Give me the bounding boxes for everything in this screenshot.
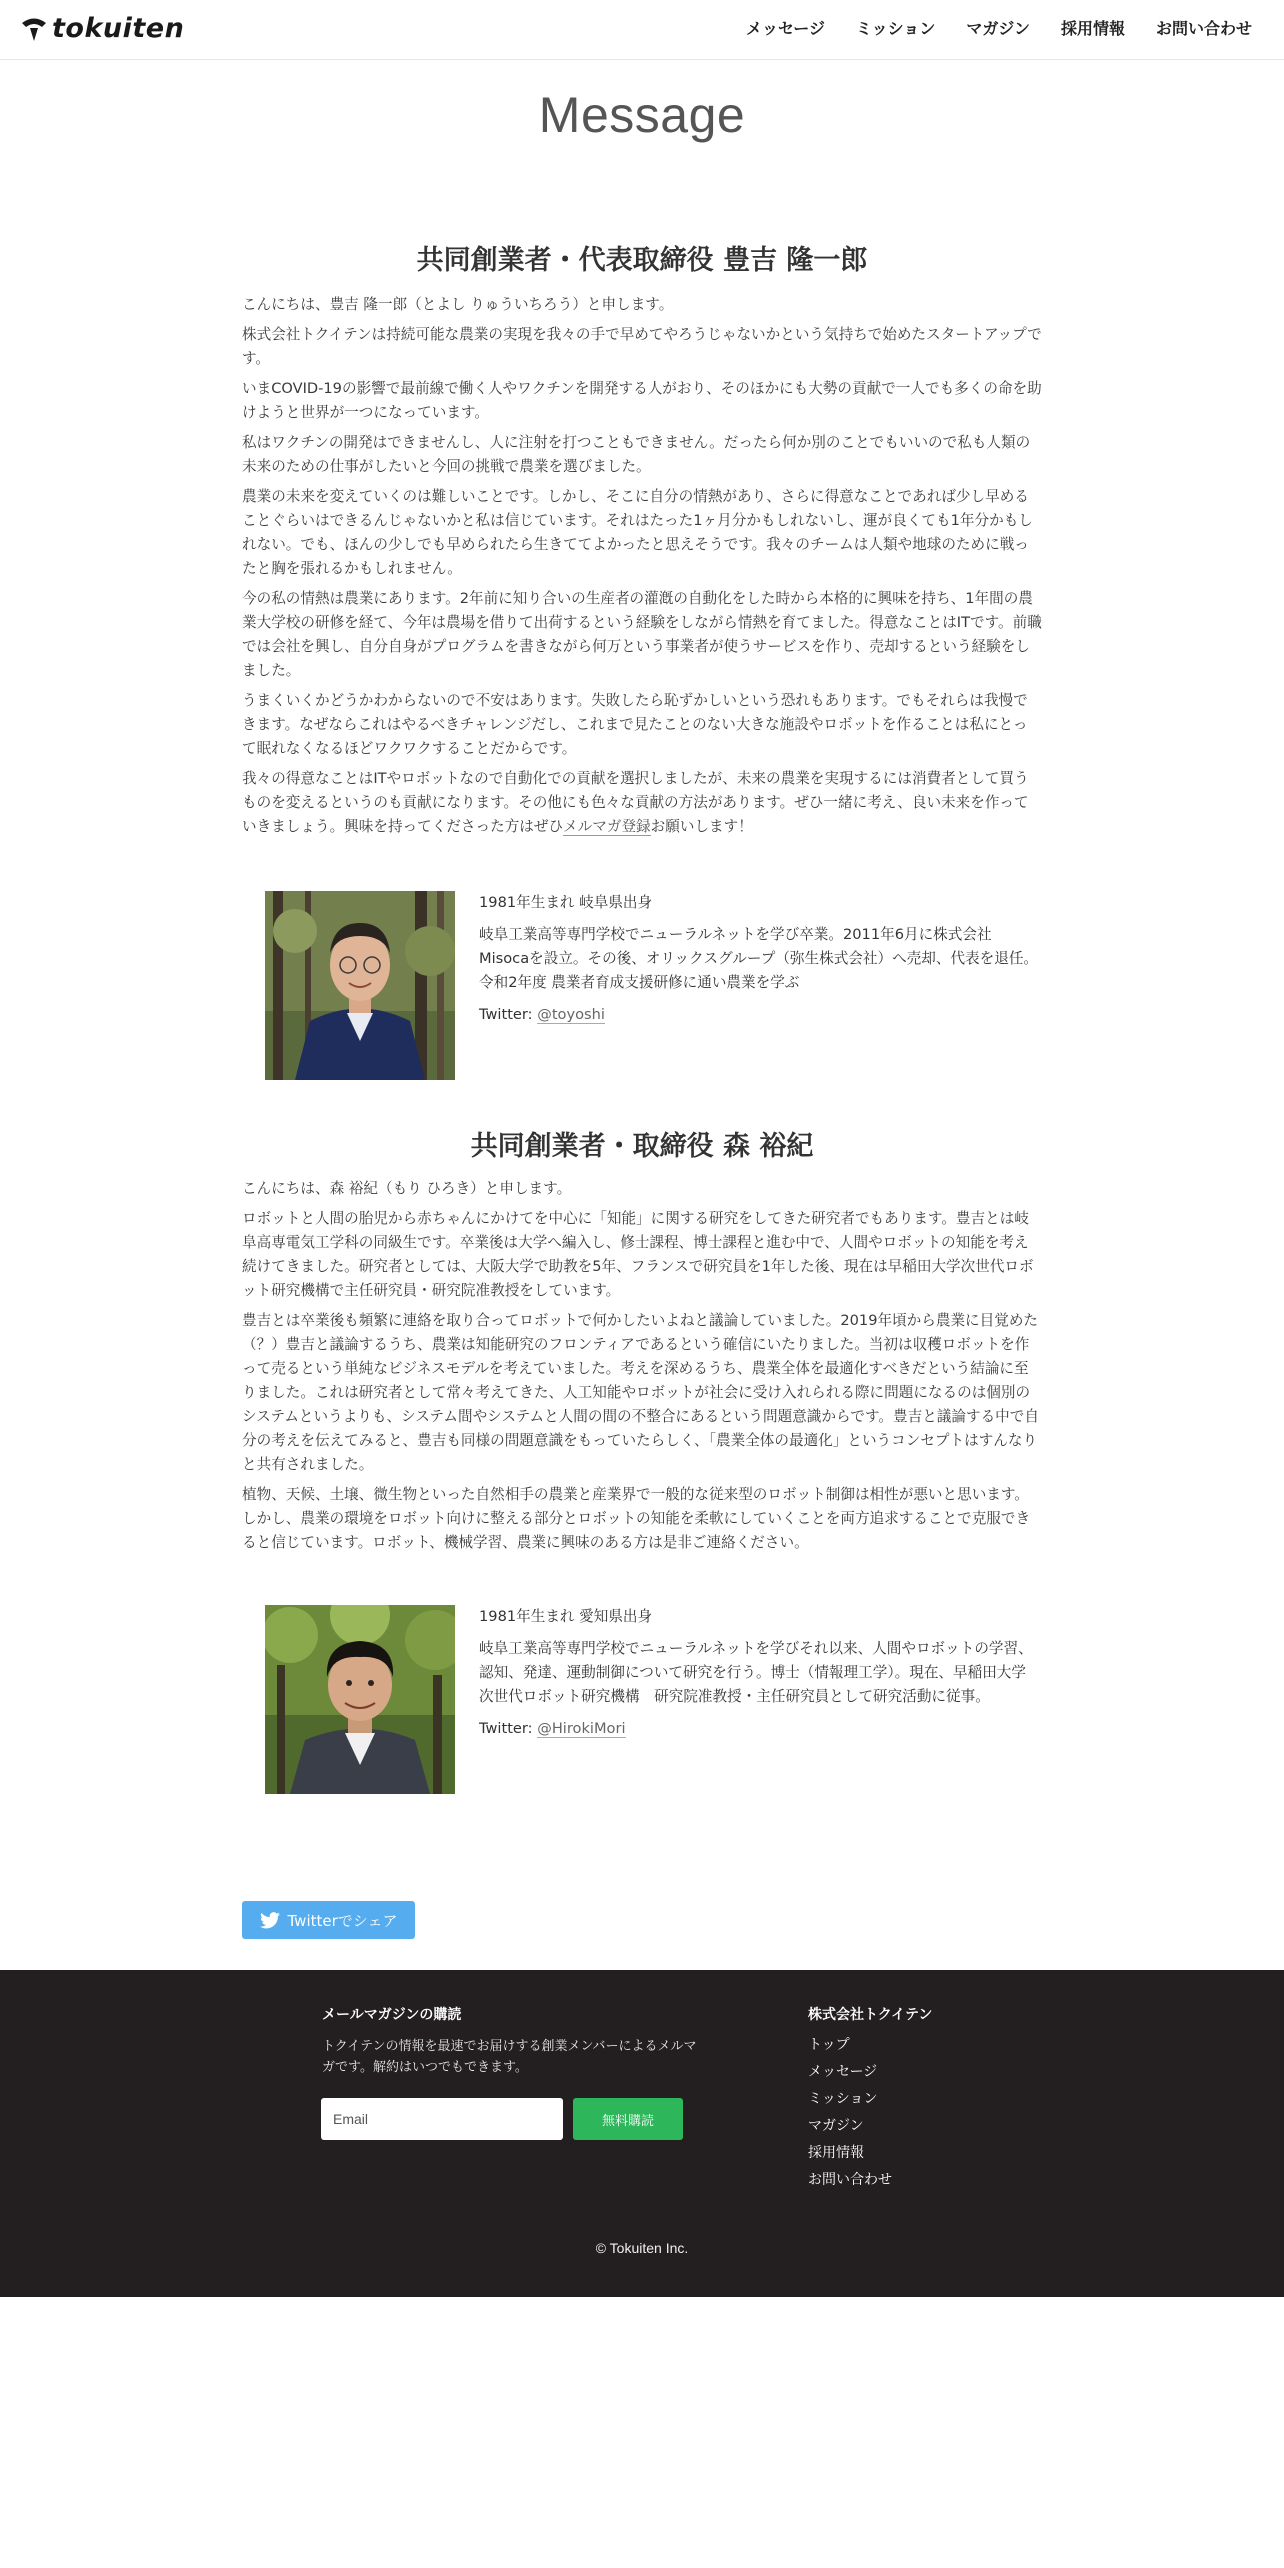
top-navbar	[0, 0, 1284, 60]
cofounder-message-section	[242, 1124, 1042, 1561]
twitter-handle-link[interactable]: @HirokiMori	[537, 1720, 626, 1737]
newsletter-form	[321, 2098, 683, 2140]
logo-text: tokuiten	[52, 13, 185, 44]
ceo-profile-info	[479, 891, 1039, 1027]
paragraph: こんにちは、豊吉 隆一郎（とよし りゅういちろう）と申します。	[242, 296, 674, 313]
newsletter-description: トクイテンの情報を最速でお届けする創業メンバーによるメルマガです。解約はいつでもできます。	[322, 2039, 697, 2075]
paragraph-text: 我々の得意なことはITやロボットなので自動化での貢献を選択しましたが、未来の農業を実現するには消費者として買うものを変えるというのも貢献になります。その他にも色々な貢献の方法があります。ぜひ一緒に考え、良い未来を作っていきましょう。興味を持ってくださった方はぜひ	[242, 770, 1029, 835]
birth-info: 1981年生まれ 愛知県出身	[479, 1608, 653, 1625]
birth-info: 1981年生まれ 岐阜県出身	[479, 894, 653, 911]
paragraph: こんにちは、森 裕紀（もり ひろき）と申します。	[242, 1180, 572, 1197]
newsletter-link[interactable]: メルマガ登録	[563, 818, 651, 835]
ceo-message-section	[242, 238, 1042, 845]
page-title: Message	[538, 87, 746, 143]
nav-item-message[interactable]: メッセージ	[745, 19, 825, 38]
footer-link-message[interactable]: メッセージ	[808, 2064, 878, 2080]
logo-mark-icon	[20, 15, 48, 43]
footer-links	[808, 2004, 932, 2194]
paragraph: 植物、天候、土壌、微生物といった自然相手の農業と産業界で一般的な従来型のロボット制御は相性が悪いと思います。しかし、農業の環境をロボット向けに整える部分とロボットの知能を柔軟にしていくことを両方追求することで克服できると信じています。ロボット、機械学習、農業に興味のある方は是非ご連絡ください。	[242, 1486, 1031, 1551]
footer-link-top[interactable]: トップ	[808, 2037, 850, 2053]
paragraph: 私はワクチンの開発はできませんし、人に注射を打つこともできません。だったら何か別のことでもいいので私も人類の未来のための仕事がしたいと今回の挑戦で農業を選びました。	[242, 434, 1031, 475]
paragraph: 豊吉とは卒業後も頻繁に連絡を取り合ってロボットで何かしたいよねと議論していました。2019年頃から農業に目覚めた（？）豊吉と議論するうち、農業は知能研究のフロンティアであるという確信にいたりました。当初は収穫ロボットを作って売るという単純なビジネスモデルを考えていました。考えを深めるうち、農業全体を最適化すべきだという結論に至りました。これは研究者として常々考えてきた、人工知能やロボットが社会に受け入れられる際に問題になるのは個別のシステムというよりも、システム間やシステムと人間の間の不整合にあるという問題意識からです。豊吉と議論する中で自分の考えを伝えてみると、豊吉も同様の問題意識をもっていたらしく、「農業全体の最適化」というコンセプトはすんなりと共有されました。	[242, 1312, 1039, 1473]
cofounder-profile-info	[479, 1605, 1039, 1741]
twitter-label: Twitter:	[479, 1720, 538, 1737]
copyright: © Tokuiten Inc.	[595, 2240, 689, 2256]
nav-item-contact[interactable]: お問い合わせ	[1155, 19, 1252, 38]
main-menu	[715, 17, 1252, 41]
twitter-handle-link[interactable]: @toyoshi	[537, 1006, 605, 1023]
twitter-info	[479, 1717, 1039, 1741]
share-button-label: Twitterでシェア	[287, 1911, 398, 1930]
section-heading: 共同創業者・代表取締役 豊吉 隆一郎	[416, 245, 868, 276]
twitter-bird-icon	[260, 1912, 280, 1929]
paragraph: いまCOVID-19の影響で最前線で働く人やワクチンを開発する人がおり、そのほかにも大勢の貢献で一人でも多くの命を助けようと世界が一つになっています。	[242, 380, 1042, 421]
bio: 岐阜工業高等専門学校でニューラルネットを学び卒業。2011年6月に株式会社Misocaを設立。その後、オリックスグループ（弥生株式会社）へ売却、代表を退任。令和2年度 農業者育成支援研修に通い農業を学ぶ	[479, 926, 1039, 991]
paragraph: 株式会社トクイテンは持続可能な農業の実現を我々の手で早めてやろうじゃないかという気持ちで始めたスタートアップです。	[242, 326, 1042, 367]
paragraph: ロボットと人間の胎児から赤ちゃんにかけてを中心に「知能」に関する研究をしてきた研究者でもあります。豊吉とは岐阜高専電気工学科の同級生です。卒業後は大学へ編入し、修士課程、博士課程と進む中で、人間やロボットの知能を考え続けてきました。研究者としては、大阪大学で助教を5年、フランスで研究員を1年した後、現在は早稲田大学次世代ロボット研究機構で主任研究員・研究院准教授をしています。	[242, 1210, 1034, 1299]
site-logo[interactable]	[20, 14, 184, 44]
nav-item-recruit[interactable]: 採用情報	[1060, 19, 1125, 38]
paragraph-text: お願いします！	[650, 818, 753, 835]
bio: 岐阜工業高等専門学校でニューラルネットを学びそれ以来、人間やロボットの学習、認知、発達、運動制御について研究を行う。博士（情報理工学）。現在、早稲田大学次世代ロボット研究機構 研究院准教授・主任研究員として研究活動に従事。	[479, 1640, 1033, 1705]
footer-link-magazine[interactable]: マガジン	[808, 2118, 864, 2134]
footer	[0, 1970, 1284, 2297]
footer-link-contact[interactable]: お問い合わせ	[808, 2172, 892, 2188]
paragraph	[242, 767, 1042, 839]
footer-link-recruit[interactable]: 採用情報	[808, 2145, 864, 2161]
twitter-share-button[interactable]	[242, 1901, 415, 1939]
email-placeholder: Email	[333, 2111, 369, 2127]
subscribe-button[interactable]: 無料購読	[573, 2098, 683, 2140]
newsletter-block	[322, 2004, 702, 2078]
cofounder-photo	[265, 1605, 455, 1794]
footer-company-name: 株式会社トクイテン	[808, 2007, 933, 2023]
nav-item-mission[interactable]: ミッション	[855, 19, 936, 38]
paragraph: 今の私の情熱は農業にあります。2年前に知り合いの生産者の灌漑の自動化をした時から本格的に興味を持ち、1年間の農業大学校の研修を経て、今年は農場を借りて出荷するという経験をしながら情熱を育てました。得意なことはITです。前職では会社を興し、自分自身がプログラムを書きながら何万という事業者が使うサービスを作り、売却するという経験をしました。	[242, 590, 1042, 679]
footer-link-mission[interactable]: ミッション	[808, 2091, 878, 2107]
twitter-info	[479, 1003, 1039, 1027]
ceo-photo	[265, 891, 455, 1080]
nav-item-magazine[interactable]: マガジン	[966, 19, 1030, 38]
email-input[interactable]	[321, 2098, 563, 2140]
section-heading: 共同創業者・取締役 森 裕紀	[470, 1131, 814, 1162]
twitter-label: Twitter:	[479, 1006, 538, 1023]
paragraph: 農業の未来を変えていくのは難しいことです。しかし、そこに自分の情熱があり、さらに得意なことであれば少し早めることぐらいはできるんじゃないかと私は信じています。それはたった1ヶ月分かもしれないし、運が良くても1年分かもしれない。でも、ほんの少しでも早められたら生きててよかったと思えそうです。我々のチームは人類や地球のために戦ったと胸を張れるかもしれません。	[242, 488, 1033, 577]
paragraph: うまくいくかどうかわからないので不安はあります。失敗したら恥ずかしいという恐れもあります。でもそれらは我慢できます。なぜならこれはやるべきチャレンジだし、これまで見たことのない大きな施設やロボットを作ることは私にとって眠れなくなるほどワクワクすることだからです。	[242, 692, 1028, 757]
newsletter-title: メールマガジンの購読	[322, 2007, 462, 2023]
